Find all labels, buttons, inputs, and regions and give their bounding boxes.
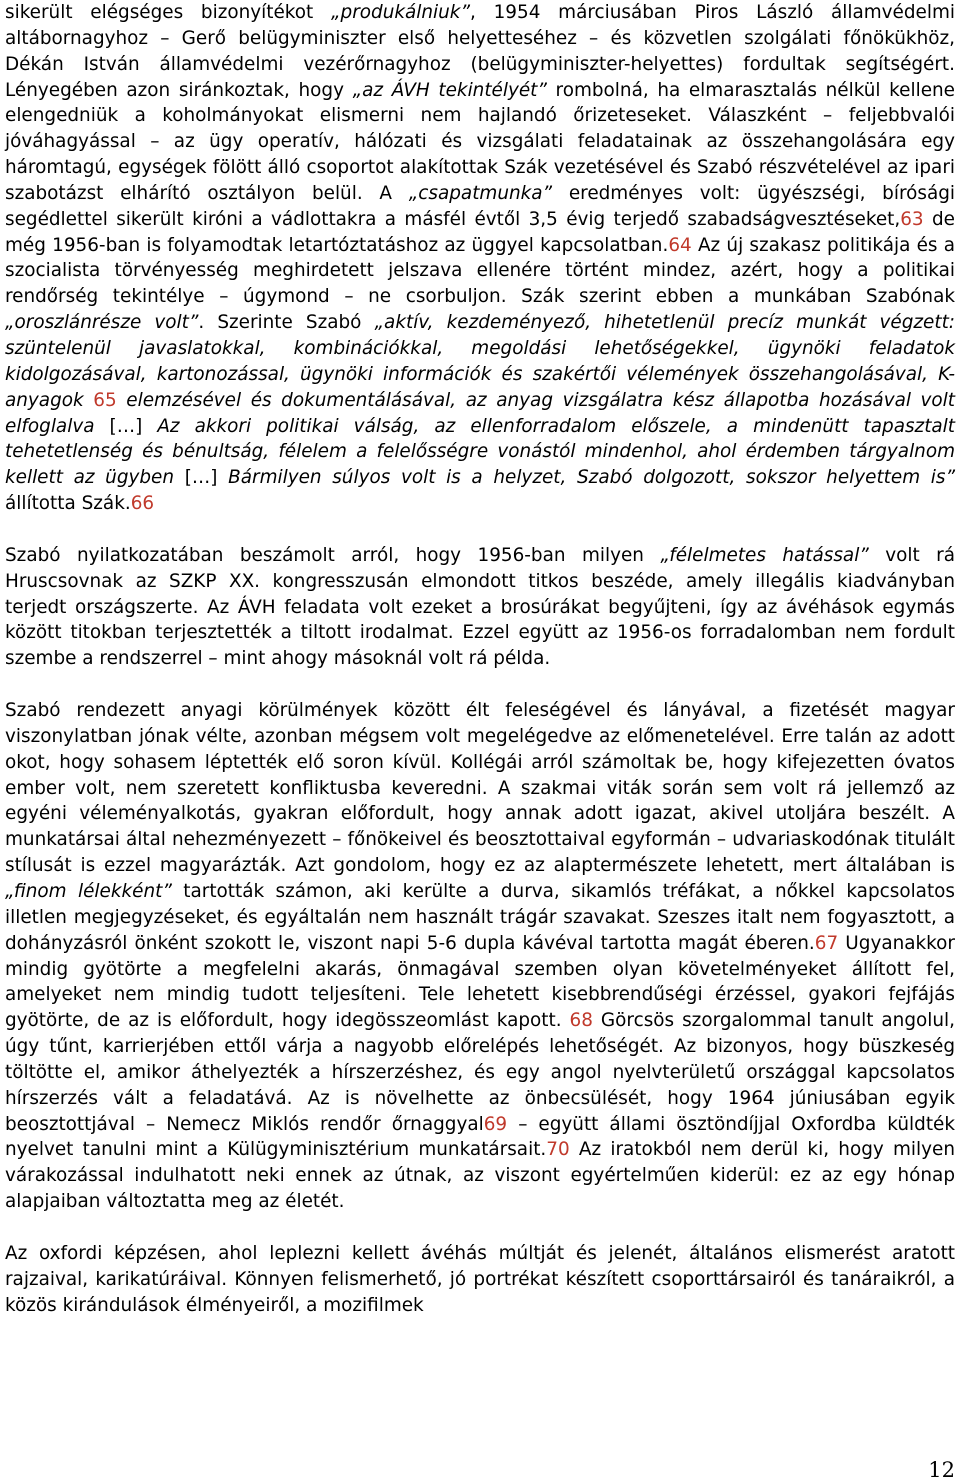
text-run: de még 1956-ban is folyamodtak letartóztatáshoz az üggyel kapcsolatban. (5, 208, 955, 256)
paragraph-4 (5, 1241, 955, 1319)
footnote-reference: 64 (668, 234, 692, 256)
footnote-reference: 69 (483, 1113, 508, 1135)
paragraph-2 (5, 543, 955, 672)
text-run: Szabó rendezett anyagi körülmények között élt feleségével és lányával, a fizetését magyar viszonylatban jónak vélte, azonban mégsem volt megelégedve az előmenetelével. Erre talán az adott okot, hogy sohasem léptették elő soron kívül. Kollégái arról számoltak be, hogy kifejezetten óvatos ember volt, nem szeretett konfliktusba keveredni. A szakmai viták során sem volt rá jellemző az egyéni véleményalkotás, gyakran előfordult, hogy annak adott igazat, akivel utoljára beszélt. A munkatársai által nehezményezett – főnökeivel és beosztottaival egyformán – udvariaskodónak titulált stílusát is ezzel magyarázták. Azt gondolom, hogy ez az alaptermészete lehetett, mert általában is (5, 700, 955, 877)
text-run: rombolná, ha elmarasztalás nélkül kellene elengedniük a koholmányokat elismerni nem hajlandó őrizeteseket. Válaszként – feljebbvalói jóváhagyással – az ügy operatív, hálózati és vizsgálati feladatainak az összehangolására egy háromtagú, egységek fölött álló csoportot alakítottak Szák vezetésével és Szabó részvételével az ipari szabotázst elhárító osztályon belül. A (5, 79, 955, 204)
text-run: eredményes volt: ügyészségi, bírósági segédlettel sikerült kiróni a vádlottakra a másfél évtől 3,5 évig terjedő szabadságvesztéseket, (5, 182, 955, 230)
text-run: . Szerinte Szabó (198, 312, 375, 334)
footnote-reference: 68 (569, 1010, 593, 1032)
text-run: Ugyanakkor mindig gyötörte a megfelelni akarás, önmagával szemben olyan követelményeket állított fel, amelyeket nem mindig tudott teljesíteni. Tele lehetett kisebbrendűségi érzéssel, gyakori fejfájás gyötörte, de az is előfordult, hogy idegösszeomlást kapott. (5, 932, 955, 1032)
footnote-reference: 70 (546, 1139, 570, 1161)
text-run: volt rá Hruscsovnak az SZKP XX. kongresszusán elmondott titkos beszéde, amely illegális kiadványban terjedt országszerte. Az ÁVH feladata volt ezeket a brosúrákat begyűjteni, így az ávéhások egymás között titokban terjesztették a tiltott irodalmat. Ezzel együtt az 1956-os forradalomban nem fordult szembe a rendszerrel – mint ahogy másoknál volt rá példa. (5, 544, 955, 670)
text-run: […] (184, 467, 218, 489)
italic-run: „finom lélekként” (5, 881, 172, 902)
text-run: tartották számon, aki kerülte a durva, sikamlós tréfákat, a nőkkel kapcsolatos illetlen megjegyzéseket, és egyáltalán nem használt trágár szavakat. Szeszes italt nem fogyasztott, a dohányzásról önként szokott le, viszont napi 5-6 dupla kávéval tartotta magát éberen. (5, 881, 955, 954)
paragraph-1 (5, 0, 955, 517)
footnote-reference: 66 (130, 493, 155, 515)
text-run: – együtt állami ösztöndíjjal Oxfordba küldték nyelvet tanulni mint a Külügyminisztérium munkatársait. (5, 1113, 955, 1161)
footnote-reference: 67 (814, 932, 839, 954)
text-run: Az iratokból nem derül ki, hogy milyen várakozással indulhatott neki ennek az útnak, az viszont egyértelműen kiderül: ez az egy hónap alapjaiban változtatta meg az életét. (5, 1139, 955, 1213)
paragraph-3 (5, 698, 955, 1215)
footnote-reference: 63 (900, 208, 924, 230)
page-number: 12 (928, 1458, 955, 1482)
text-run: , 1954 márciusában Piros László államvédelmi altábornagyhoz – Gerő belügyminiszter első helyetteséhez – és közvetlen szolgálati főnökükhöz, Dékán István államvédelmi vezérőrnagyhoz (belügyminiszter-helyettes) fordultak segítségért. Lényegében azon siránkoztak, hogy (5, 2, 955, 101)
italic-run: elemzésével és dokumentálásával, az anyag vizsgálatra kész állapotba hozásával volt elfoglalva (5, 389, 956, 437)
text-run: Szabó nyilatkozatában beszámolt arról, hogy 1956-ban milyen (5, 544, 661, 566)
text-run: Az oxfordi képzésen, ahol leplezni kellett ávéhás múltját és jelenét, általános elismerést aratott rajzaival, karikatúráival. Könnyen felismerhető, jó portrékat készített csoporttársairól és tanáraikról, a közös kirándulások élményeiről, a mozifilmek (5, 1242, 955, 1316)
italic-run: „aktív, kezdeményező, hihetetlenül precíz munkát végzett: szüntelenül javaslatokkal, kombinációkkal, megoldási lehetőségekkel, ügynöki feladatok kidolgozásával, kartonozással, ügynöki információk és szakértői vélemények összehangolásával, K-anyagok (5, 312, 955, 411)
italic-run: Bármilyen súlyos volt is a helyzet, Szabó dolgozott, sokszor helyettem is” (217, 467, 955, 489)
italic-run: Az akkori politikai válság, az ellenforradalom előszele, a mindenütt tapasztalt tehetetlenség és bénultság, félelem a felelősségre vonástól mindenhol, ahol érdemben tárgyalnom kellett az ügyben (5, 415, 955, 489)
italic-run: „produkálniuk” (331, 2, 470, 23)
italic-run: „oroszlánrésze volt” (5, 312, 199, 334)
italic-run: „az ÁVH tekintélyét” (352, 79, 547, 101)
text-run: Az új szakasz politikája és a szocialista törvényesség meghirdetett jelszava ellenére történt mindez, azért, hogy a politikai rendőrség tekintélye – úgymond – ne csorbuljon. Szák szerint ebben a munkában Szabónak (5, 234, 956, 308)
italic-run: „félelmetes hatással” (660, 544, 869, 566)
footnote-reference: 65 (93, 389, 117, 411)
document-page (5, 0, 955, 1319)
text-run: állította Szák. (5, 493, 131, 515)
italic-run: „csapatmunka” (408, 182, 553, 204)
text-run: sikerült elégséges bizonyítékot (5, 2, 332, 23)
text-run: Görcsös szorgalommal tanult angolul, úgy tűnt, karrierjében ettől várja a nagyobb előrelépés lehetőségét. Az bizonyos, hogy büszkeség töltötte el, amikor áthelyezték a hírszerzéshez, és egy angol nyelvterületű országgal kapcsolatos hírszerzés vált a feladatává. Az is növelhette az önbecsülését, hogy 1964 júniusában egyik beosztottjával – Nemecz Miklós rendőr őrnaggyal (5, 1010, 955, 1135)
text-run: […] (109, 415, 143, 437)
